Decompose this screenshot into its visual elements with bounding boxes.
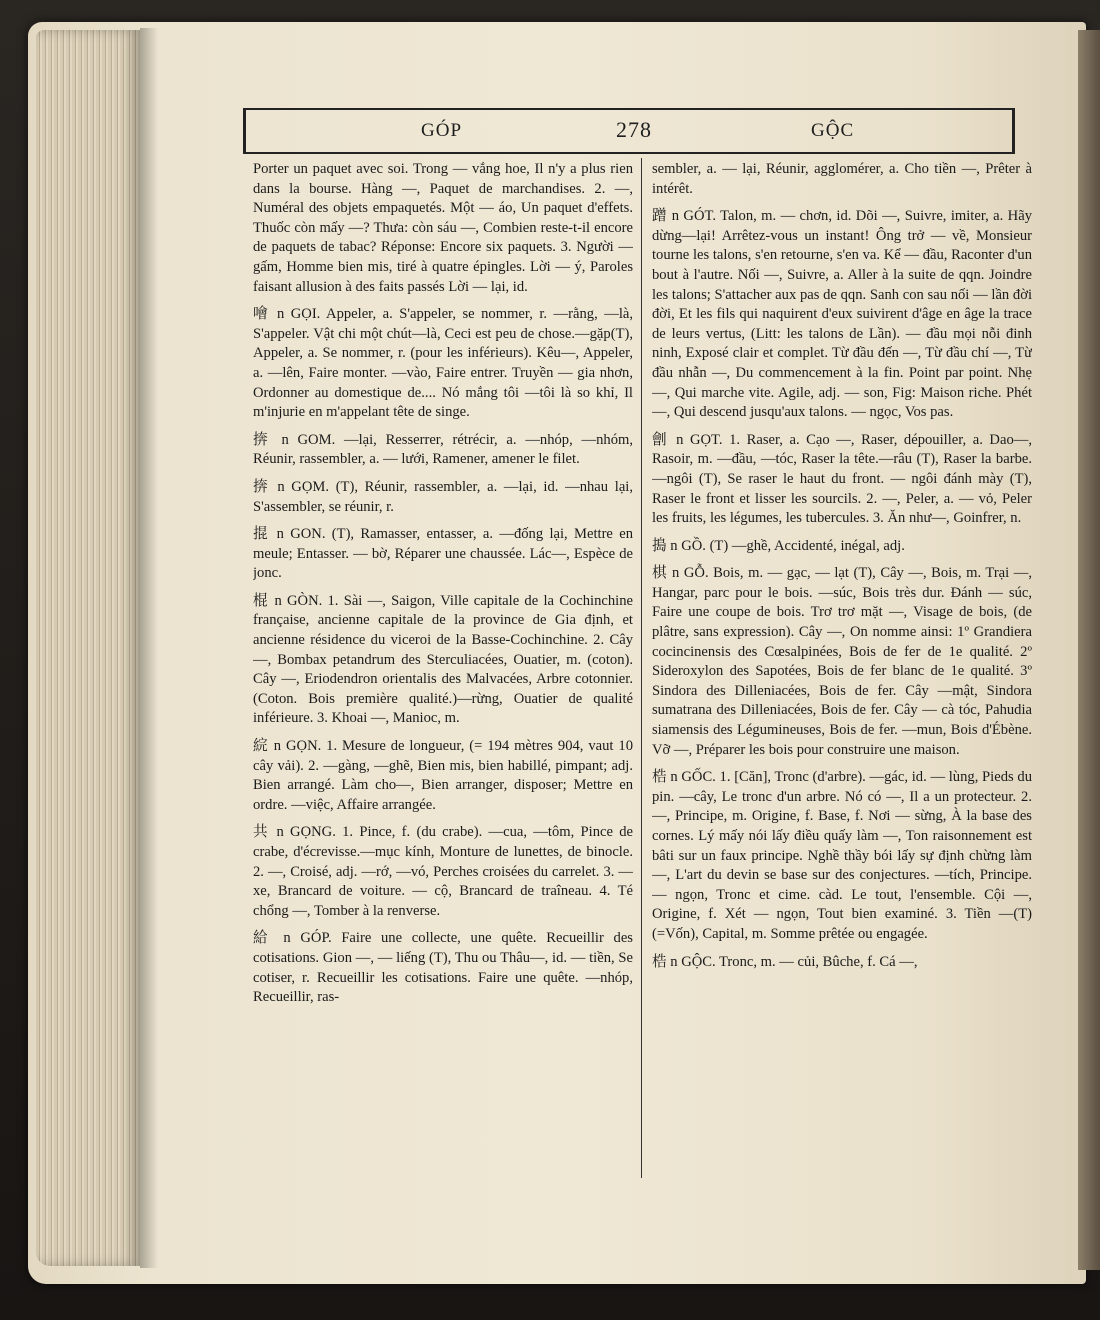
right-guide-word: GỘC bbox=[811, 120, 855, 141]
dictionary-entry: 共 n GỌNG. 1. Pince, f. (du crabe). —cua, —tôm, Pince de crabe, d'écrevisse.—mục kính, Monture de lunettes, de binocle. 2. —, Croisé, adj. —rớ, —vó, Perches croisées du carrelet. 3. — xe, Brancard de voiture. — cộ, Brancard de traîneau. 4. Té chổng —, Tomber à la renverse. bbox=[253, 824, 633, 919]
dictionary-entry: Porter un paquet avec soi. Trong — vắng hoe, Il n'y a plus rien dans la bourse. Hàng —, Paquet de marchandises. 2. —, Numéral des objets empaquetés. Một — áo, Un paquet d'effets. Thuốc còn mấy —? Thưa: còn sáu —, Combien reste-t-il encore de paquets de tabac? Réponse: Encore six paquets. 3. Người — gấm, Homme bien mis, tiré à quatre épingles. Lời — ý, Paroles faisant allusion à des faits passés Lời — lại, id. bbox=[253, 161, 633, 295]
dictionary-entry: 噲 n GỌI. Appeler, a. S'appeler, se nommer, r. —rằng, —là, S'appeler. Vật chi một chút—là, Ceci est peu de chose.—gặp(T), Appeler, a. Se nommer, r. (pour les inférieurs). Kêu—, Appeler, a. —lên, Faire monter. —vào, Faire entrer. Truyền — gia nhơn, Ordonner au domestique de.... Nó mắng tôi —tôi là so khỉ, Il m'injurie en m'appelant tête de singe. bbox=[253, 306, 633, 421]
adjacent-page-edge bbox=[1078, 30, 1100, 1270]
column-divider bbox=[641, 158, 642, 1178]
dictionary-entry: 捹 n GOM. —lại, Resserrer, rétrécir, a. —nhóp, —nhóm, Réunir, rassembler, a. — lưới, Ramener, amener le filet. bbox=[253, 431, 633, 468]
dictionary-entry: 棍 n GÒN. 1. Sài —, Saigon, Ville capitale de la Cochinchine française, ancienne capitale de la province de Gia định, et ancienne résidence du viceroi de la Basse-Cochinchine. 2. Cây—, Bombax petandrum des Sterculiacées, Ouatier, m. (coton). Cây —, Eriodendron orientalis des Malvacées, Arbre cotonnier. (Coton. Bois première qualité.)—rừng, Ouatier de qualité inférieure. 3. Khoai —, Manioc, m. bbox=[253, 592, 633, 727]
left-guide-word: GÓP bbox=[421, 120, 463, 141]
dictionary-entry: 捹 n GỌM. (T), Réunir, rassembler, a. —lại, id. —nhau lại, S'assembler, se réunir, r. bbox=[253, 478, 633, 515]
running-header bbox=[243, 108, 1015, 154]
binding-gutter-shadow bbox=[140, 28, 158, 1268]
left-column bbox=[253, 160, 633, 1200]
page-edges-stack bbox=[36, 30, 140, 1266]
right-column bbox=[652, 160, 1032, 1200]
dictionary-entry: 棋 n GỖ. Bois, m. — gạc, — lạt (T), Cây —, Bois, m. Trại —, Hangar, parc pour le bois. —súc, Bois très dur. Đánh — súc, Faire une coupe de bois. Trơ trơ mặt —, Visage de bois, (de plâtre, sans expression). Cây —, On nomme ainsi: 1º Grandiera cocincinensis des Cœsalpinées, Bois de fer de 1e qualité. 2º Sideroxylon des Sapotées, Bois de fer blanc de 1e qualité. 3º Sindora des Dilleniacées, Bois de fer. Cây —mật, Sindora sumatrana des Dilleniacées, Bois de fer. Cây — cà tóc, Pahudia siamensis des Légumineuses, Bois de fer. —mun, Bois d'Ébène. Vỡ —, Préparer les bois pour construire une maison. bbox=[652, 565, 1032, 758]
page-number: 278 bbox=[616, 117, 652, 142]
dictionary-entry: 搗 n GỒ. (T) —ghề, Accidenté, inégal, adj. bbox=[652, 537, 905, 554]
dictionary-entry: 掍 n GON. (T), Ramasser, entasser, a. —đống lại, Mettre en meule; Entasser. — bờ, Réparer une chaussée. Lác—, Espèce de jonc. bbox=[253, 526, 633, 582]
dictionary-entry: 梏 n GỐC. 1. [Căn], Tronc (d'arbre). —gác, id. — lùng, Pieds du pin. —cây, Le tronc d'un arbre. Nó có —, Il a un protecteur. 2. —, Principe, m. Origine, f. Base, f. Nơi — sừng, À la base des cornes. Lý mấy nói lấy điều quấy làm —, Ton raisonnement est bâti sur un faux principe. Nghề thầy bói lấy sự định chừng làm —, L'art du devin se base sur des conjectures. —tích, Principe. — ngọn, Tronc et cime. càd. Le tout, l'ensemble. Cội —, Origine, f. Xét — ngọn, Tout bien examiné. 3. Tiền —(T)(=Vốn), Capital, m. Somme prêtée ou engagée. bbox=[652, 769, 1032, 942]
dictionary-entry: 劊 n GỌT. 1. Raser, a. Cạo —, Raser, dépouiller, a. Dao—, Rasoir, m. —đầu, —tóc, Raser la tête.—râu (T), Raser la barbe. —ngôi (T), Se raser le haut du front. — ngôi đánh mày (T), Raser le front et lisser les sourcils. 2. —, Peler, a. — vỏ, Peler les fruits, les légumes, les tubercules. 3. Ăn như—, Goinfrer, n. bbox=[652, 431, 1032, 527]
dictionary-entry: 給 n GÓP. Faire une collecte, une quête. Recueillir des cotisations. Gion —, — liếng (T), Thu ou Thâu—, id. — tiền, Se cotiser, r. Recueillir les cotisations. Faire une quête. —nhóp, Recueillir, ras- bbox=[253, 930, 633, 1006]
dictionary-entry: 梏 n GỘC. Tronc, m. — củi, Bûche, f. Cá —, bbox=[652, 953, 918, 970]
dictionary-entry: 蹭 n GÓT. Talon, m. — chơn, id. Dõi —, Suivre, imiter, a. Hãy dừng—lại! Arrêtez-vous un instant! Ông trở — về, Monsieur tourne les talons, s'en retourne, s'en va. Kể — đầu, Raconter d'un bout à l'autre. Nối —, Suivre, a. Aller à la suite de qqn. Joindre les talons; S'attacher aux pas de qqn. Sanh con sau nối — lần đời đời, Et les fils qui naquirent d'eux suivirent d'âge en âge la trace de leurs vertus, (Litt: les talons de Lần). — đầu mọi nỗi đinh ninh, Exposé clair et complet. Từ đầu đến —, Từ đầu chí —, Từ đầu nhẫn —, Du commencement à la fin. Point par point. Nhẹ—, Qui marche vite. Agile, adj. — son, Fig: Maison riche. Phét —, Qui descend jusqu'aux talons. — ngọc, Vos pas. bbox=[652, 208, 1032, 421]
dictionary-entry: 綄 n GỌN. 1. Mesure de longueur, (= 194 mètres 904, vaut 10 cây vải). 2. —gàng, —ghẽ, Bien mis, bien habillé, pimpant; adj. Bien arrangé. Làm cho—, Bien arranger, disposer; Mettre en ordre. —việc, Affaire arrangée. bbox=[253, 738, 633, 813]
dictionary-entry: sembler, a. — lại, Réunir, agglomérer, a. Cho tiền —, Prêter à intérêt. bbox=[652, 161, 1032, 197]
